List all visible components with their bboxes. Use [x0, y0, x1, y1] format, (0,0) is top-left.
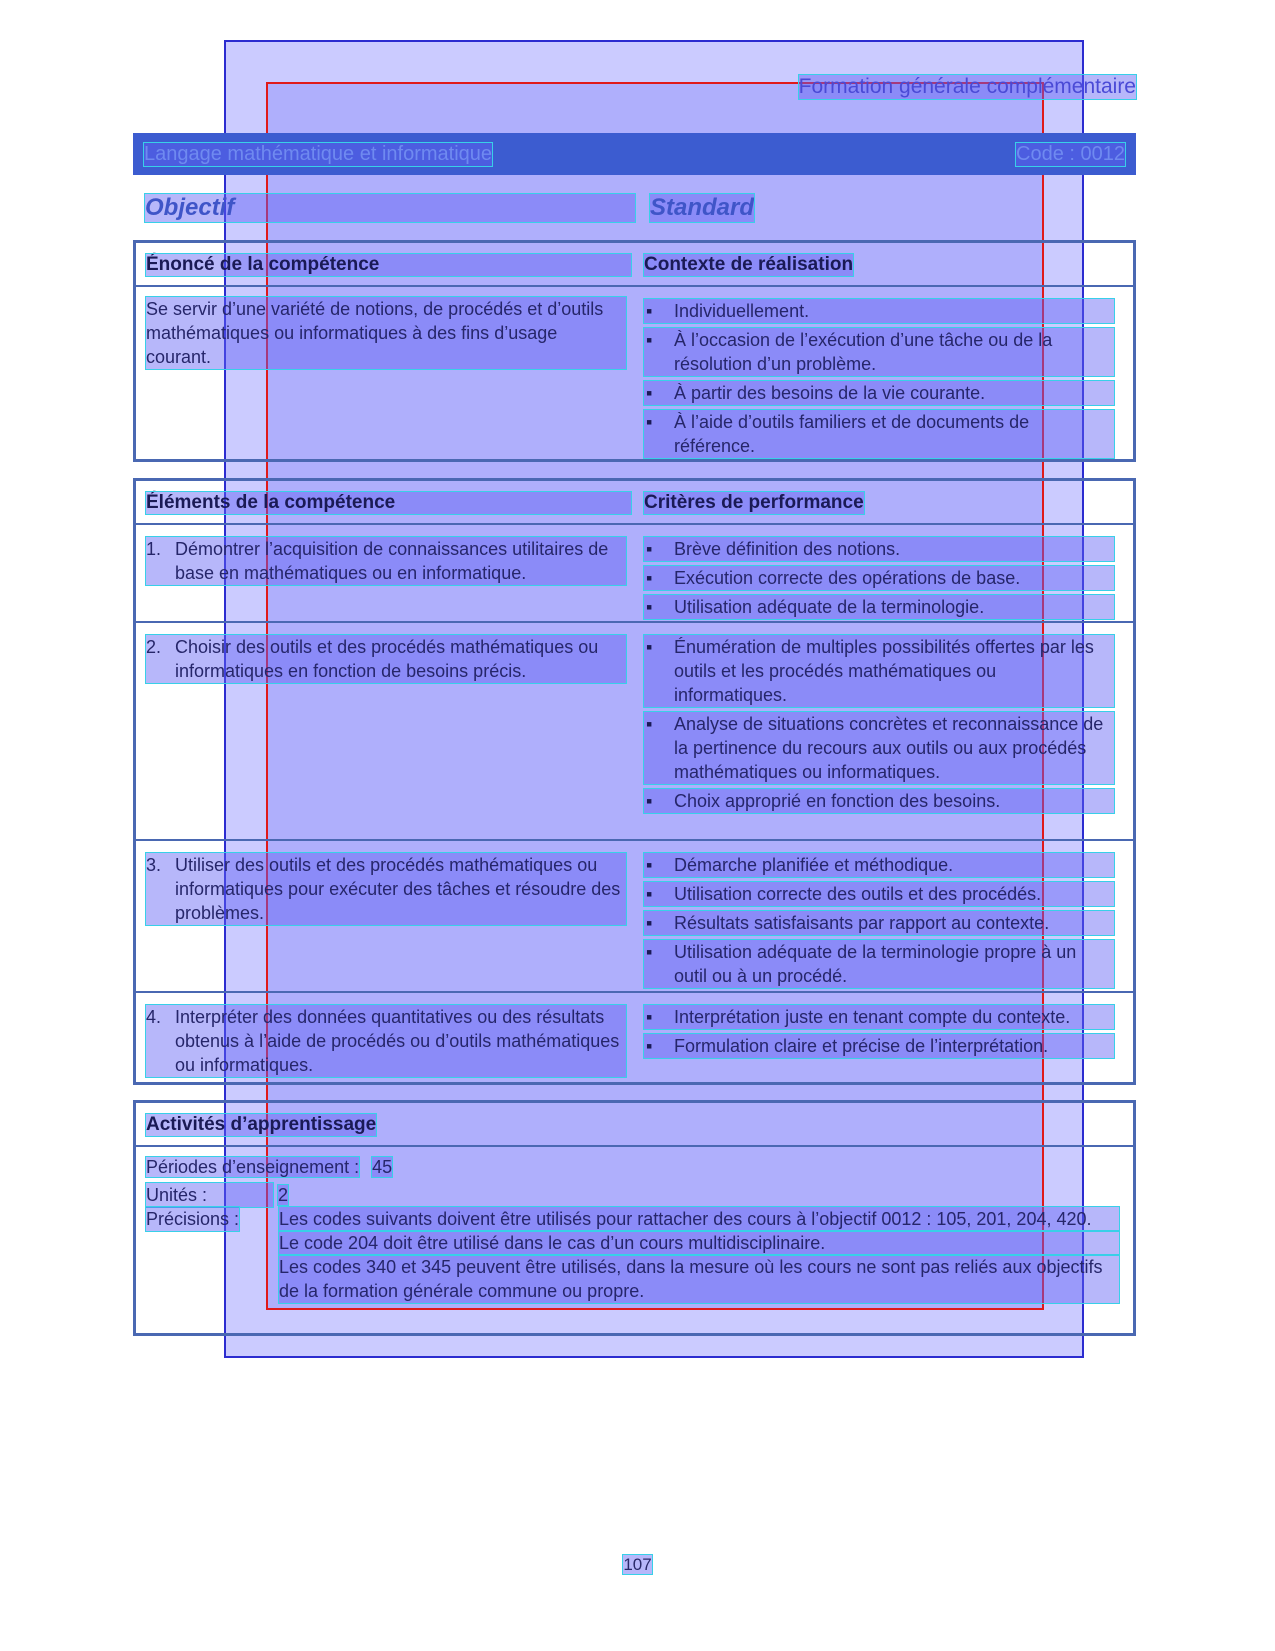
- element-number: 4.: [146, 1007, 162, 1027]
- element-text: [146, 853, 626, 925]
- criterion-item: ▪ Formulation claire et précise de l’interprétation.: [644, 1034, 1114, 1058]
- activities-header: Activités d’apprentissage: [146, 1114, 377, 1135]
- criterion-item: ▪ Exécution correcte des opérations de base.: [644, 566, 1114, 590]
- program-title: Formation générale complémentaire: [798, 75, 1136, 98]
- activities-box: [133, 1100, 1136, 1336]
- criteria-header: Critères de performance: [644, 492, 864, 513]
- element-description: Interpréter des données quantitatives ou des résultats obtenus à l’aide de procédés ou d’outils mathématiques ou informatiques.: [175, 1007, 620, 1075]
- competence-box: [133, 240, 1136, 462]
- element-row-3: [136, 841, 1133, 993]
- element-description: Utiliser des outils et des procédés mathématiques ou informatiques pour exécuter des tâches et résoudre des problèmes.: [175, 855, 621, 923]
- units-line: [146, 1183, 288, 1207]
- element-number: 2.: [146, 637, 162, 657]
- context-item: ▪ À l’occasion de l’exécution d’une tâche ou de la résolution d’un problème.: [644, 328, 1114, 376]
- criterion-item: ▪ Énumération de multiples possibilités offertes par les outils et les procédés mathématiques ou informatiques.: [644, 635, 1114, 707]
- criteria-list: [644, 635, 1114, 818]
- periods-value: 45: [372, 1157, 393, 1177]
- element-text: [146, 537, 626, 585]
- standard-heading: Standard: [650, 194, 755, 221]
- element-text: [146, 635, 626, 683]
- context-item: ▪ À l’aide d’outils familiers et de documents de référence.: [644, 410, 1114, 458]
- precision-item: Les codes 340 et 345 peuvent être utilisés, dans la mesure où les cours ne sont pas reliés aux objectifs de la formation générale commune ou propre.: [279, 1255, 1119, 1303]
- element-row-4: [136, 993, 1133, 1085]
- units-value: 2: [278, 1185, 289, 1205]
- context-list: [644, 299, 1114, 463]
- elements-box: [133, 478, 1136, 1085]
- elements-box-header: [136, 481, 1133, 525]
- periods-label: Périodes d’enseignement :: [146, 1157, 360, 1177]
- precisions-label: Précisions :: [146, 1209, 240, 1229]
- element-text: [146, 1005, 626, 1077]
- units-label: Unités :: [146, 1183, 273, 1207]
- periods-line: [146, 1155, 392, 1179]
- context-item: ▪ Individuellement.: [644, 299, 1114, 323]
- element-number: 1.: [146, 539, 162, 559]
- objective-heading: Objectif: [145, 194, 635, 222]
- objective-code: Code : 0012: [1016, 142, 1125, 165]
- element-row-2: [136, 623, 1133, 841]
- activities-box-header: [136, 1103, 1133, 1147]
- precision-item: Les codes suivants doivent être utilisés pour rattacher des cours à l’objectif 0012 : 105, 201, 204, 420.: [279, 1207, 1119, 1231]
- criterion-item: ▪ Analyse de situations concrètes et reconnaissance de la pertinence du recours aux outils ou aux procédés mathématiques ou informatiques.: [644, 712, 1114, 784]
- criteria-list: [644, 853, 1114, 993]
- context-header: Contexte de réalisation: [644, 254, 854, 275]
- criteria-list: [644, 1005, 1114, 1063]
- criterion-item: ▪ Démarche planifiée et méthodique.: [644, 853, 1114, 877]
- criterion-item: ▪ Utilisation correcte des outils et des procédés.: [644, 882, 1114, 906]
- elements-header: Éléments de la compétence: [146, 492, 631, 514]
- subject-bar: [133, 133, 1136, 175]
- element-number: 3.: [146, 855, 162, 875]
- element-description: Démontrer l’acquisition de connaissances utilitaires de base en mathématiques ou en informatique.: [175, 539, 609, 583]
- competence-box-header: [136, 243, 1133, 287]
- criterion-item: ▪ Brève définition des notions.: [644, 537, 1114, 561]
- element-row-1: [136, 525, 1133, 623]
- precisions-text: [279, 1207, 1119, 1303]
- activities-body: [136, 1147, 1133, 1333]
- subject-title: Langage mathématique et informatique: [144, 142, 493, 165]
- criteria-list: [644, 537, 1114, 624]
- page-number: 107: [623, 1555, 652, 1574]
- criterion-item: ▪ Interprétation juste en tenant compte du contexte.: [644, 1005, 1114, 1029]
- competence-body: [136, 287, 1133, 459]
- criterion-item: ▪ Choix approprié en fonction des besoins.: [644, 789, 1114, 813]
- competence-statement: Se servir d’une variété de notions, de procédés et d’outils mathématiques ou informatiques à des fins d’usage courant.: [146, 297, 626, 369]
- criterion-item: ▪ Résultats satisfaisants par rapport au contexte.: [644, 911, 1114, 935]
- criterion-item: ▪ Utilisation adéquate de la terminologie.: [644, 595, 1114, 619]
- statement-header: Énoncé de la compétence: [146, 254, 631, 276]
- element-description: Choisir des outils et des procédés mathématiques ou informatiques en fonction de besoins précis.: [175, 637, 599, 681]
- criterion-item: ▪ Utilisation adéquate de la terminologie propre à un outil ou à un procédé.: [644, 940, 1114, 988]
- precision-item: Le code 204 doit être utilisé dans le cas d’un cours multidisciplinaire.: [279, 1231, 1119, 1255]
- context-item: ▪ À partir des besoins de la vie courante.: [644, 381, 1114, 405]
